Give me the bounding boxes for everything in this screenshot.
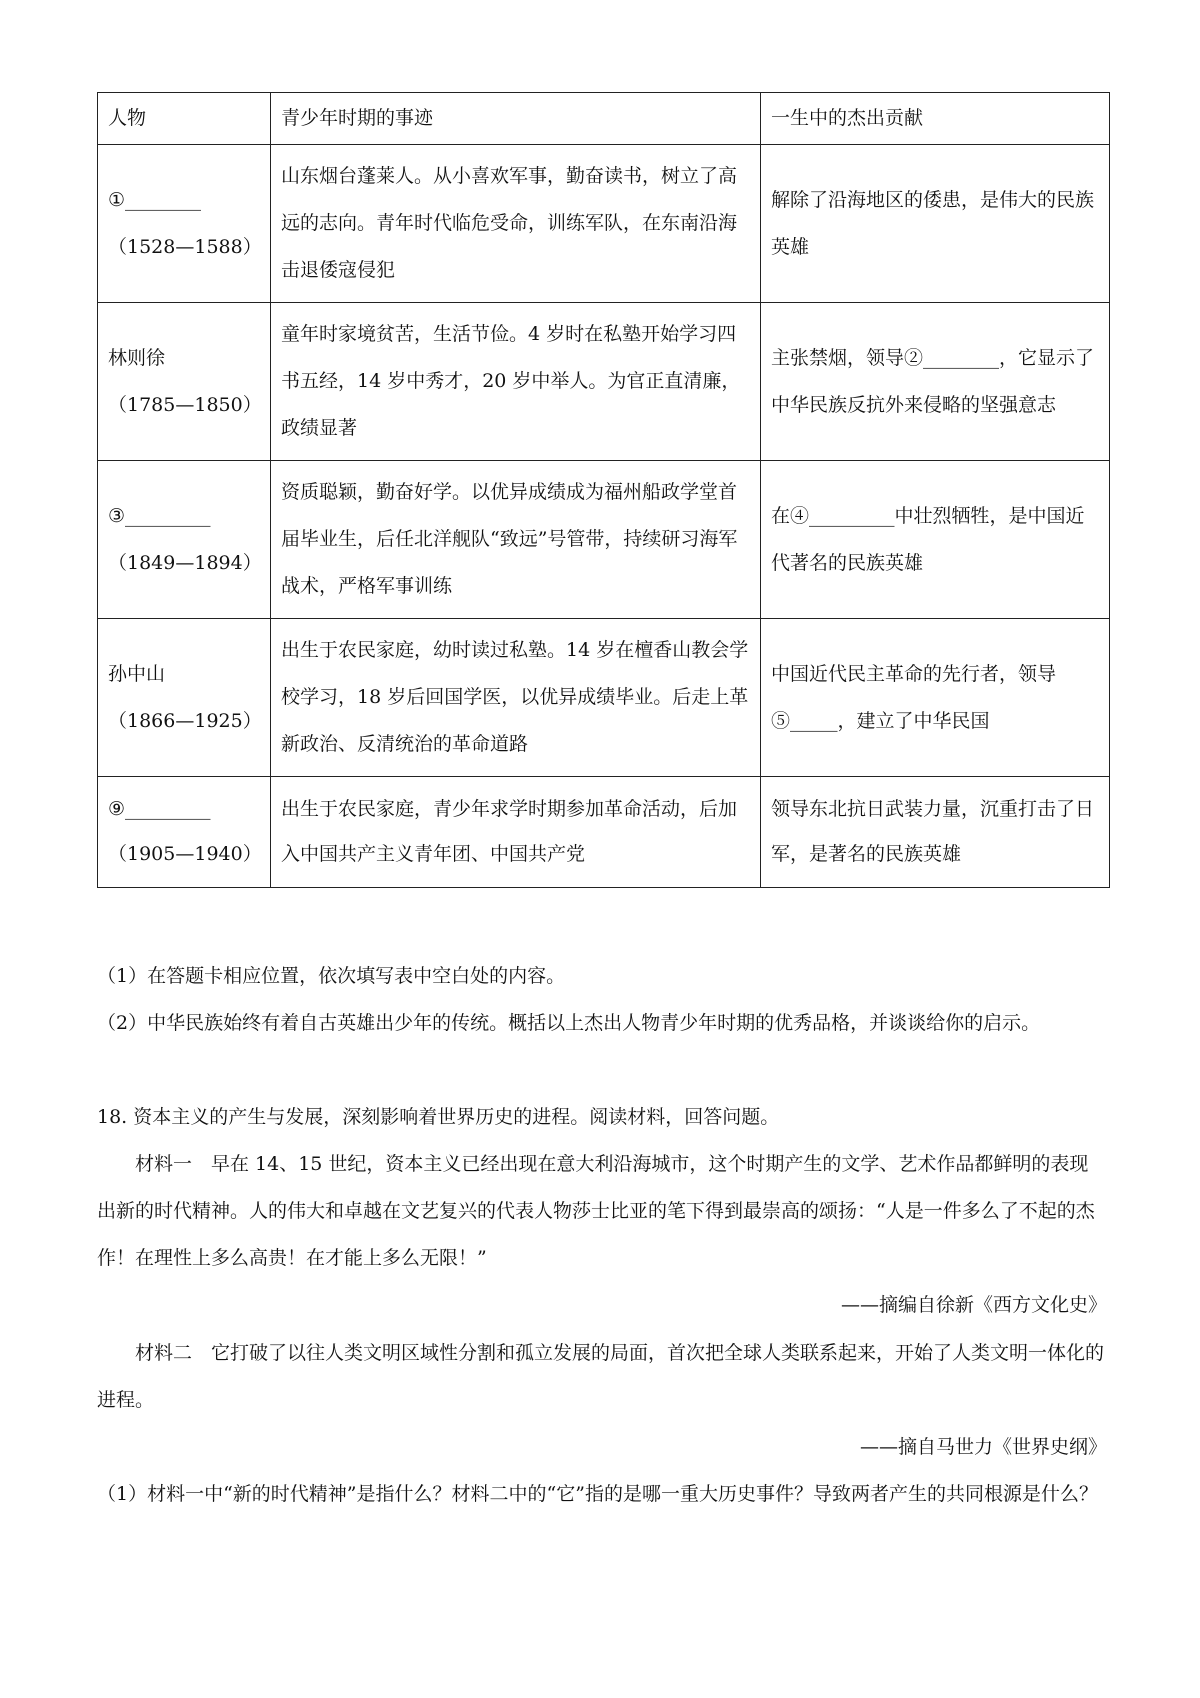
header-contribution: 一生中的杰出贡献	[761, 93, 1110, 145]
header-deeds: 青少年时期的事迹	[271, 93, 761, 145]
header-person: 人物	[98, 93, 271, 145]
person-years: （1528—1588）	[108, 235, 262, 258]
person-years: （1849—1894）	[108, 551, 262, 574]
contribution-cell: 解除了沿海地区的倭患，是伟大的民族英雄	[761, 145, 1110, 303]
person-cell	[98, 619, 271, 777]
table-row	[98, 777, 1110, 888]
person-years: （1905—1940）	[108, 843, 262, 865]
material-one-source: ——摘编自徐新《西方文化史》	[840, 1294, 1107, 1316]
contribution-cell: 主张禁烟，领导②________，它显示了中华民族反抗外来侵略的坚强意志	[761, 303, 1110, 461]
contribution-cell: 在④_________中壮烈牺牲，是中国近代著名的民族英雄	[761, 461, 1110, 619]
material-one: 材料一 早在 14、15 世纪，资本主义已经出现在意大利沿海城市，这个时期产生的文学、艺术作品都鲜明的表现出新的时代精神。人的伟大和卓越在文艺复兴的代表人物莎士比亚的笔下得到最崇高的颂扬：“人是一件多么了不起的杰作！在理性上多么高贵！在才能上多么无限！”	[97, 1153, 1095, 1269]
deeds-cell: 出生于农民家庭，青少年求学时期参加革命活动，后加入中国共产主义青年团、中国共产党	[271, 777, 761, 888]
person-name: ⑨_________	[108, 798, 211, 820]
question-17-2: （2）中华民族始终有着自古英雄出少年的传统。概括以上杰出人物青少年时期的优秀品格，并谈谈给你的启示。	[97, 1012, 1041, 1034]
question-18-intro: 18. 资本主义的产生与发展，深刻影响着世界历史的进程。阅读材料，回答问题。	[97, 1106, 780, 1128]
table-row	[98, 303, 1110, 461]
deeds-cell: 童年时家境贫苦，生活节俭。4 岁时在私塾开始学习四书五经，14 岁中秀才，20 岁中举人。为官正直清廉，政绩显著	[271, 303, 761, 461]
person-name: ①________	[108, 188, 202, 211]
table-row	[98, 619, 1110, 777]
question-18-1: （1）材料一中“新的时代精神”是指什么？材料二中的“它”指的是哪一重大历史事件？导致两者产生的共同根源是什么？	[97, 1483, 1098, 1505]
person-name: 林则徐	[108, 346, 166, 369]
deeds-cell: 山东烟台蓬莱人。从小喜欢军事，勤奋读书，树立了高远的志向。青年时代临危受命，训练军队，在东南沿海击退倭寇侵犯	[271, 145, 761, 303]
question-17-1: （1）在答题卡相应位置，依次填写表中空白处的内容。	[97, 965, 566, 987]
material-two: 材料二 它打破了以往人类文明区域性分割和孤立发展的局面，首次把全球人类联系起来，开始了人类文明一体化的进程。	[97, 1342, 1105, 1411]
person-cell	[98, 303, 271, 461]
contribution-cell: 领导东北抗日武装力量，沉重打击了日军，是著名的民族英雄	[761, 777, 1110, 888]
material-two-source: ——摘自马世力《世界史纲》	[859, 1436, 1107, 1458]
person-cell	[98, 145, 271, 303]
table-header-row	[98, 93, 1110, 145]
person-years: （1866—1925）	[108, 709, 262, 732]
deeds-cell: 资质聪颖，勤奋好学。以优异成绩成为福州船政学堂首届毕业生，后任北洋舰队“致远”号管带，持续研习海军战术，严格军事训练	[271, 461, 761, 619]
person-name: 孙中山	[108, 662, 166, 685]
person-years: （1785—1850）	[108, 393, 262, 416]
history-figures-table	[97, 92, 1110, 888]
person-cell	[98, 777, 271, 888]
person-name: ③_________	[108, 504, 211, 527]
table-row	[98, 461, 1110, 619]
person-cell	[98, 461, 271, 619]
contribution-cell: 中国近代民主革命的先行者，领导⑤_____，建立了中华民国	[761, 619, 1110, 777]
table-row	[98, 145, 1110, 303]
deeds-cell: 出生于农民家庭，幼时读过私塾。14 岁在檀香山教会学校学习，18 岁后回国学医，以优异成绩毕业。后走上革新政治、反清统治的革命道路	[271, 619, 761, 777]
